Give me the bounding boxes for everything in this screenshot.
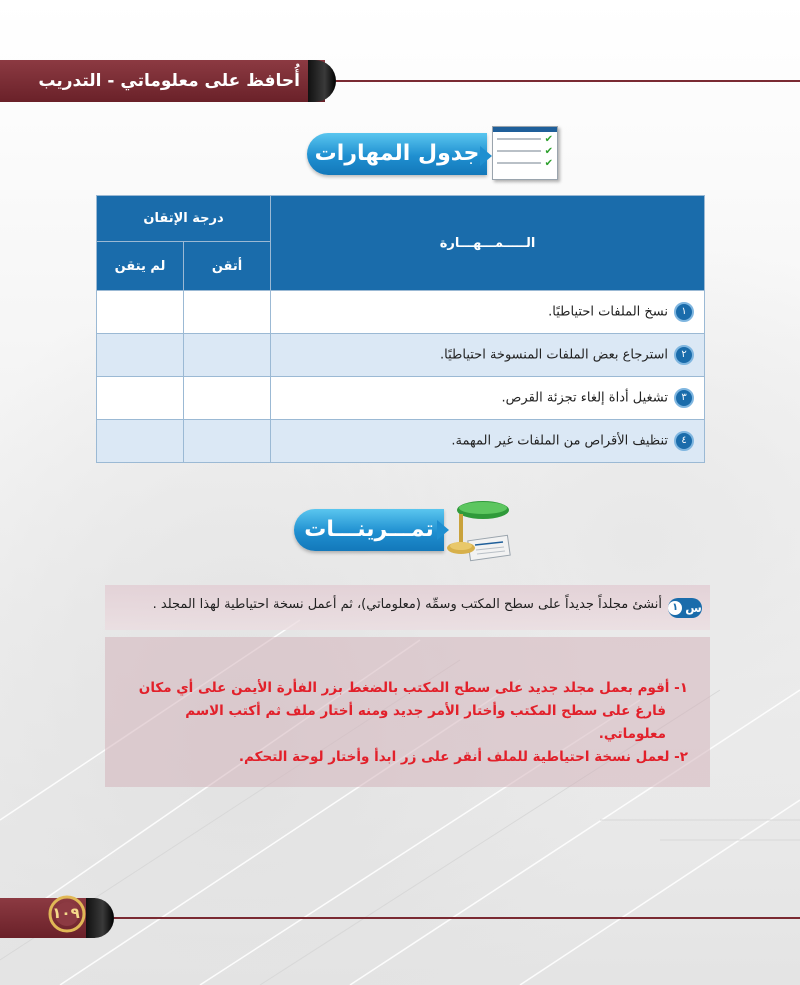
not-mastered-cell[interactable] — [97, 377, 184, 420]
desk-lamp-icon — [445, 498, 511, 562]
row-number-badge: ٣ — [674, 388, 694, 408]
skill-cell — [271, 291, 705, 334]
answer-line-1-continued: فارغ على سطح المكتب وأختار الأمر جديد ومنه أختار ملف ثم أكتب الاسم — [185, 703, 666, 719]
header-rule — [336, 80, 800, 82]
mastered-header: أتقن — [184, 242, 271, 291]
table-row — [97, 334, 705, 377]
skill-cell — [271, 420, 705, 463]
exercises-section-title: تمـــرينـــات — [294, 509, 444, 551]
checklist-icon: ✔ ✔ ✔ — [492, 126, 558, 180]
skill-column-header: الـــــمـــهـــارة — [271, 196, 705, 291]
question-band — [105, 585, 710, 630]
skills-table — [96, 195, 705, 463]
row-number-badge: ٢ — [674, 345, 694, 365]
table-row — [97, 420, 705, 463]
page-number: ١٠٩ — [52, 904, 80, 922]
skill-text: نسخ الملفات احتياطيًا. — [548, 304, 669, 320]
table-row — [97, 377, 705, 420]
mastered-cell[interactable] — [184, 377, 271, 420]
answer-line-1: ١- أقوم بعمل مجلد جديد على سطح المكتب بالضغط بزر الفأرة الأيمن على أي مكان — [138, 680, 688, 696]
skills-section-title: جدول المهارات — [307, 133, 487, 175]
table-row — [97, 291, 705, 334]
skill-text: استرجاع بعض الملفات المنسوخة احتياطيًا. — [440, 347, 669, 363]
mastered-cell[interactable] — [184, 291, 271, 334]
skill-cell — [271, 334, 705, 377]
mastered-cell[interactable] — [184, 334, 271, 377]
answer-box — [105, 637, 710, 787]
question-number: ١ — [668, 601, 682, 615]
answer-text — [128, 677, 688, 769]
footer-rule — [114, 917, 800, 919]
skill-text: تنظيف الأقراص من الملفات غير المهمة. — [451, 433, 669, 449]
mastered-cell[interactable] — [184, 420, 271, 463]
question-text: أنشئ مجلداً جديداً على سطح المكتب وسمِّه (معلوماتي)، ثم أعمل نسخة احتياطية لهذا المجلد . — [152, 597, 662, 612]
mastery-degree-header: درجة الإتقان — [97, 196, 271, 242]
question-badge — [668, 598, 702, 618]
skill-cell — [271, 377, 705, 420]
answer-line-1-end: معلوماتي. — [598, 726, 666, 742]
answer-line-2: ٢- لعمل نسخة احتياطية للملف أنقر على زر ابدأ وأختار لوحة التحكم. — [238, 749, 688, 765]
skill-text: تشغيل أداة إلغاء تجزئة القرص. — [501, 390, 669, 406]
not-mastered-cell[interactable] — [97, 420, 184, 463]
chapter-title: أُحافظ على معلوماتي - التدريب — [38, 71, 300, 91]
row-number-badge: ١ — [674, 302, 694, 322]
not-mastered-cell[interactable] — [97, 291, 184, 334]
row-number-badge: ٤ — [674, 431, 694, 451]
skills-title-arrow — [480, 146, 492, 166]
not-mastered-header: لم يتقن — [97, 242, 184, 291]
not-mastered-cell[interactable] — [97, 334, 184, 377]
question-letter: س — [685, 601, 702, 615]
